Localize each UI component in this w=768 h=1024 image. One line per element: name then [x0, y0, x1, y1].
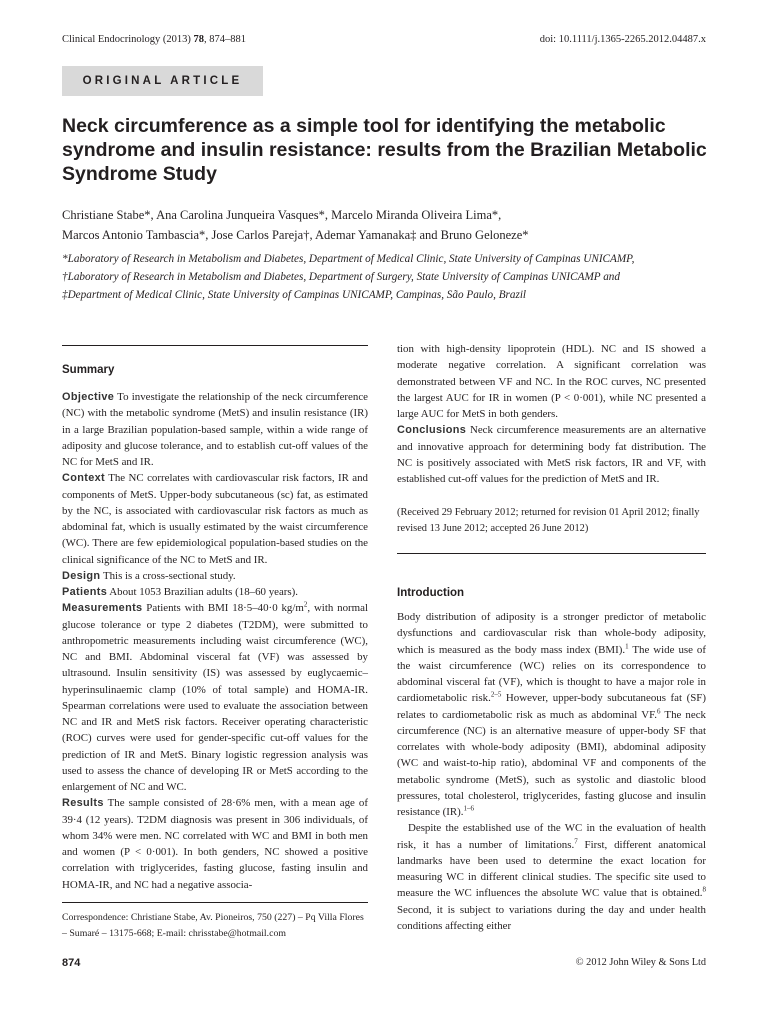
running-header-citation: Clinical Endocrinology (2013) 78, 874–881 [62, 34, 247, 45]
citation-ref[interactable]: 2–5 [490, 690, 502, 699]
introduction-paragraph: Body distribution of adiposity is a stronger predictor of metabolic dysfunctions and cardiovascular risk than whole-body adiposity, which is measured as the body mass index (BMI).$^1$ The wide use of the waist circumference (WC) relies on its correspondence to abdominal visceral fat (VF), which is thought to have a major role in cardiometabolic risk.$^{2-5}$ However, upper-body subcutaneous fat (SF) relates to cardiometabolic risk as much as abdominal VF.$^6$ The neck circumference (NC) is an alternative measure of upper-body SF that correlates with whole-body adiposity (BMI), abdominal adiposity (WC and waist-to-hip ratio), abdominal VF and components of the metabolic syndrome (MetS), such as systolic and diastolic blood pressures, total cholesterol, triglycerides, fasting glucose and insulin resistance (IR).$^{1-6}$ [397, 611, 707, 818]
page-number: 874 [62, 957, 81, 969]
summary-bottom-rule [397, 553, 706, 554]
summary-continued [397, 341, 706, 487]
summary-top-rule [62, 345, 368, 346]
context-keyword: Context [62, 472, 105, 485]
measurements-keyword: Measurements [62, 602, 143, 615]
conclusions-keyword: Conclusions [397, 424, 467, 437]
design-keyword: Design [62, 569, 101, 582]
copyright-notice: © 2012 John Wiley & Sons Ltd [575, 957, 706, 968]
received-dates: (Received 29 February 2012; returned for revision 01 April 2012; finally revised 13 June 2012; accepted 26 June 2012) [397, 507, 700, 534]
article-type-banner: ORIGINAL ARTICLE [62, 66, 263, 96]
citation-ref[interactable]: 8 [702, 885, 706, 894]
citation-ref[interactable]: 1 [625, 641, 629, 650]
introduction-paragraph: Despite the established use of the WC in the evaluation of health risk, it has a number of limitations.$^7$ First, different anatomical landmarks have been used to determine the exact location for measuring WC in different clinical studies. The specific site used to measure the WC influences the absolute WC value that is obtained.$^8$ Second, it is subject to variations during the day and under health conditions affecting either [397, 822, 706, 932]
author-line: Christiane Stabe*, Ana Carolina Junqueira Vasques*, Marcelo Miranda Oliveira Lima*, [62, 208, 502, 222]
summary-conclusions: Conclusions Neck circumference measurements are an alternative and innovative approach for determining body fat distribution. The NC is positively associated with MetS risk factors, IR and VF, with established cut-off values for the prediction of MetS and IR. [397, 424, 706, 485]
citation-ref[interactable]: 7 [574, 836, 578, 845]
results-keyword: Results [62, 797, 104, 810]
citation-ref[interactable]: 1–6 [463, 804, 475, 813]
correspondence-note: Correspondence: Christiane Stabe, Av. Pioneiros, 750 (227) – Pq Villa Flores – Sumaré – 13175-668; E-mail: chrisstabe@hotmail.com [62, 912, 364, 939]
summary-heading: Summary [62, 364, 115, 376]
affiliation-line: ‡Department of Medical Clinic, State University of Campinas UNICAMP, Campinas, São Paulo, Brazil [62, 288, 527, 301]
summary-results-continued: tion with high-density lipoprotein (HDL). NC and IS showed a moderate negative correlation. A significant correlation was demonstrated between VF and NC. In the ROC curves, NC presented the largest AUC for IR in women (P < 0·001), while NC presented a large AUC for MetS in both genders. [397, 343, 706, 420]
author-line: Marcos Antonio Tambascia*, Jose Carlos Pareja†, Ademar Yamanaka‡ and Bruno Geloneze* [62, 227, 529, 242]
summary-context: Context The NC correlates with cardiovascular risk factors, IR and components of MetS. Upper-body subcutaneous (sc) fat, as estimated by the NC, is associated with cardiovascular risk factors as much as abdominal fat, which is usually estimated by the waist circumference (WC). There are few epidemiological population-based studies on the clinical significance of the NC to MetS and IR. [62, 472, 368, 566]
doi-link[interactable]: doi: 10.1111/j.1365-2265.2012.04487.x [539, 34, 706, 45]
summary-results: Results The sample consisted of 28·6% men, with a mean age of 39·4 (12 years). T2DM diagnosis was present in 306 individuals, of whom 34% were men. NC correlated with WC and BMI in both men and women (P < 0·001). In both genders, NC showed a positive correlation with triglycerides, fasting glucose, fasting insulin and HOMA-IR, and NC had a negative associa- [62, 797, 368, 891]
citation-ref[interactable]: 6 [657, 706, 661, 715]
author-list [62, 206, 722, 245]
affiliation-list [62, 251, 722, 304]
introduction-heading: Introduction [397, 587, 465, 599]
correspondence-rule [62, 902, 368, 903]
affiliation-line: *Laboratory of Research in Metabolism and Diabetes, Department of Medical Clinic, State University of Campinas UNICAMP, [62, 253, 635, 265]
article-title: Neck circumference as a simple tool for identifying the metabolic syndrome and insulin resistance: results from the Brazilian Metabolic Syndrome Study [62, 115, 707, 185]
summary-objective: Objective To investigate the relationship of the neck circumference (NC) with the metabolic syndrome (MetS) and insulin resistance (IR) in a large Brazilian population-based sample, within a wide range of adiposity and glucose tolerance, and to establish cut-off values of the NC for MetS and IR. [62, 391, 368, 468]
summary-design: Design This is a cross-sectional study. [62, 569, 236, 582]
objective-keyword: Objective [62, 391, 115, 403]
volume-number: 78 [193, 34, 205, 45]
summary-measurements: Measurements Patients with BMI 18·5–40·0 $kg/m^2$, with normal glucose tolerance or type 2 diabetes (T2DM), were submitted to anthropometric measurements including waist circumference (WC), NC and BMI. Abdominal visceral fat (VF) was assessed by ultrasound. Insulin sensitivity (IS) was assessed by euglycaemic–hyperinsulinaemic clamp (10% of total sample) and HOMA-IR. Spearman correlations were used to evaluate the association between NC and IR and MetS risk factors. Receiver operating characteristic (ROC) curves were used for gender-specific cut-off values for the prediction of IR and MetS. Binary logistic regression analysis was used to assess the chance of developing IR or MetS according to the enlargement of NC and WC. [62, 600, 368, 793]
summary-body [62, 389, 368, 893]
introduction-body [397, 609, 706, 934]
summary-patients: Patients About 1053 Brazilian adults (18–60 years). [62, 586, 299, 598]
affiliation-line: †Laboratory of Research in Metabolism and Diabetes, Department of Surgery, State University of Campinas UNICAMP and [62, 270, 620, 283]
patients-keyword: Patients [62, 586, 108, 598]
